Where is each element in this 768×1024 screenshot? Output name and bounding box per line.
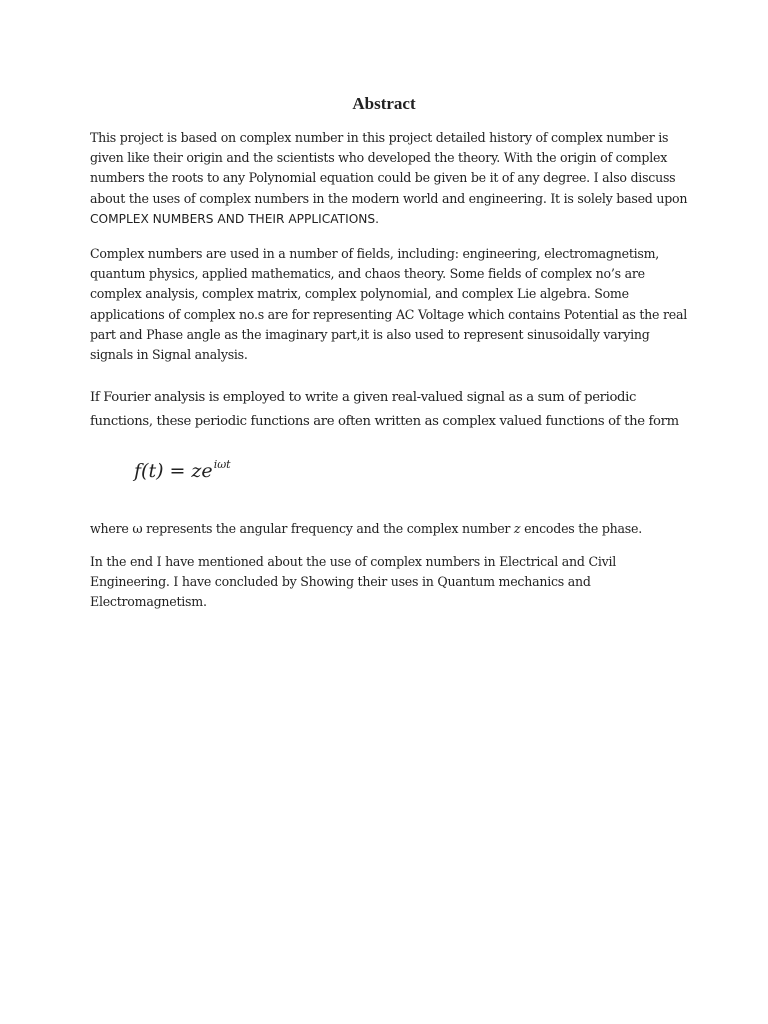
paragraph-intro <box>90 128 690 229</box>
paragraph-applications: Complex numbers are used in a number of fields, including: engineering, electromagnetism, quantum physics, applied mathematics, and chaos theory. Some fields of complex no’s are complex analysis, complex matrix, complex polynomial, and complex Lie algebra. Some applications of complex no.s are for representing AC Voltage which contains Potential as the real part and Phase angle as the imaginary part,it is also used to represent sinusoidally varying signals in Signal analysis. <box>90 246 687 363</box>
formula-exponent: iωt <box>213 458 231 471</box>
abstract-title: Abstract <box>352 94 416 113</box>
paragraph-intro-text: This project is based on complex number in this project detailed history of complex number is given like their origin and the scientists who developed the theory. With the origin of complex numbers the roots to any Polynomial equation could be given be it of any degree. I also discuss about the uses of complex numbers in the modern world and engineering. It is solely based upon <box>90 130 688 206</box>
paragraph-intro-caps: COMPLEX NUMBERS AND THEIR APPLICATIONS. <box>90 211 380 226</box>
formula-base: ze <box>191 460 213 482</box>
paragraph-fourier: If Fourier analysis is employed to write a given real-valued signal as a sum of periodic functions, these periodic functions are often written as complex valued functions of the form <box>90 390 679 429</box>
paragraph-where-var: z <box>513 521 521 536</box>
formula-equals: = <box>169 460 186 482</box>
paragraph-where-after: encodes the phase. <box>520 521 642 536</box>
paragraph-where <box>90 519 690 539</box>
formula-lhs: f(t) <box>134 460 164 482</box>
paragraph-where-before: where ω represents the angular frequency and the complex number <box>90 521 514 536</box>
paragraph-conclusion: In the end I have mentioned about the use of complex numbers in Electrical and Civil Engineering. I have concluded by Showing their uses in Quantum mechanics and Electromagnetism. <box>90 554 617 610</box>
formula <box>134 456 231 489</box>
